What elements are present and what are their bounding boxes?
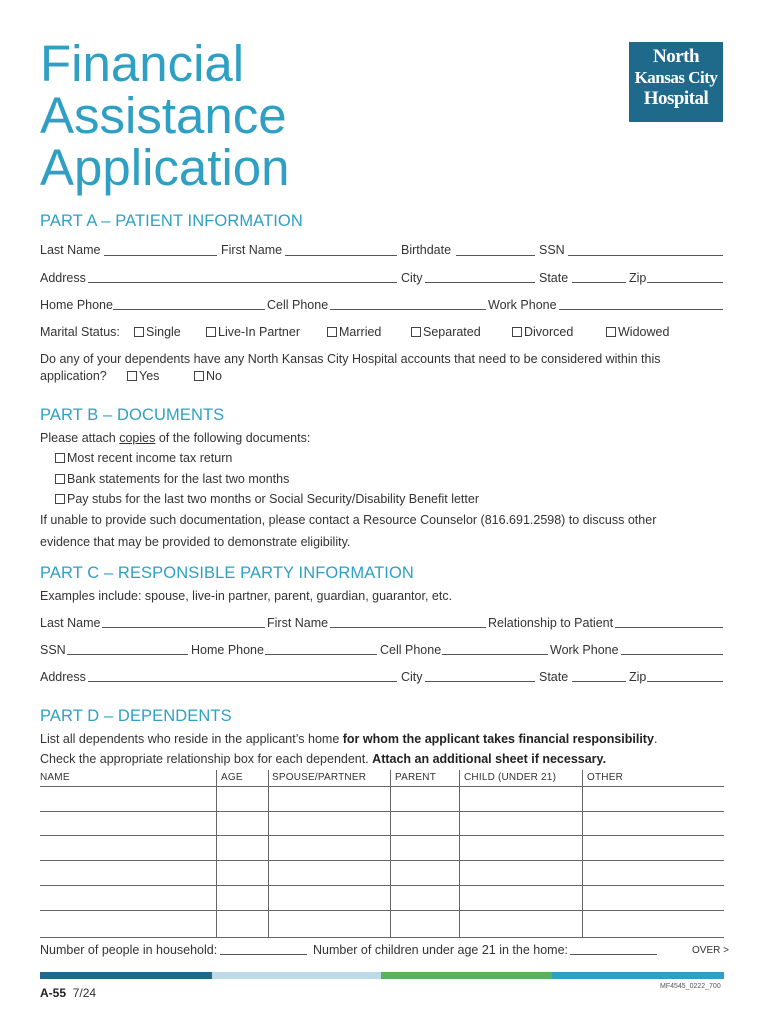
logo-line-2: Kansas City (634, 68, 718, 87)
part-b-heading: PART B – DOCUMENTS (40, 406, 225, 424)
title-line-3: Application (40, 139, 290, 196)
birthdate-label: Birthdate (401, 243, 452, 257)
grid-divider (216, 770, 217, 938)
rp-cell-phone-label: Cell Phone (380, 643, 442, 657)
home-phone-label: Home Phone (40, 298, 113, 312)
checkbox-icon[interactable] (606, 327, 616, 337)
grid-divider (268, 770, 269, 938)
document-title (40, 35, 290, 196)
logo-line-3: Hospital (643, 88, 709, 109)
table-row[interactable] (40, 860, 724, 861)
grid-divider (390, 770, 391, 938)
option-label: Live-In Partner (218, 325, 300, 339)
cell-phone-field[interactable] (330, 309, 486, 310)
checkbox-icon[interactable] (55, 494, 65, 504)
intro-text-end: of the following documents: (155, 431, 311, 445)
column-name: NAME (40, 772, 70, 783)
zip-label: Zip (629, 271, 647, 285)
grid-divider (582, 770, 583, 938)
hospital-logo (629, 42, 723, 122)
document-item-label: Bank statements for the last two months (67, 472, 290, 486)
option-label: Yes (139, 369, 160, 383)
rp-city-field[interactable] (425, 681, 535, 682)
table-row[interactable] (40, 835, 724, 836)
work-phone-field[interactable] (559, 309, 723, 310)
ssn-label: SSN (539, 243, 565, 257)
last-name-field[interactable] (104, 255, 217, 256)
checkbox-icon[interactable] (134, 327, 144, 337)
rp-state-field[interactable] (572, 681, 626, 682)
document-item-label: Most recent income tax return (67, 451, 233, 465)
option-label: No (206, 369, 222, 383)
table-row[interactable] (40, 811, 724, 812)
footer-bar-segment (552, 972, 724, 979)
title-line-2: Assistance (40, 87, 287, 144)
intro-underlined: copies (119, 431, 156, 445)
marital-option-live-in-partner[interactable] (206, 325, 300, 339)
instruction-text: Check the appropriate relationship box for each dependent. (40, 752, 373, 766)
footer-bar-segment (40, 972, 212, 979)
document-item[interactable] (55, 492, 479, 506)
intro-text: Please attach (40, 431, 120, 445)
dependents-question: Do any of your dependents have any North Kansas City Hospital accounts that need to be considered within this (40, 352, 661, 366)
home-phone-field[interactable] (113, 309, 265, 310)
instruction-bold: for whom the applicant takes financial responsibility (342, 732, 654, 746)
column-child: CHILD (UNDER 21) (464, 772, 557, 783)
column-age: AGE (221, 772, 243, 783)
table-row[interactable] (40, 910, 724, 911)
marital-option-divorced[interactable] (512, 325, 573, 339)
checkbox-icon[interactable] (55, 453, 65, 463)
rp-ssn-label: SSN (40, 643, 66, 657)
rp-state-label: State (539, 670, 569, 684)
part-d-heading: PART D – DEPENDENTS (40, 707, 232, 725)
footer-bar-segment (212, 972, 381, 979)
rp-first-name-label: First Name (267, 616, 329, 630)
dependents-question-cont: application? (40, 369, 107, 383)
marital-option-separated[interactable] (411, 325, 481, 339)
grid-divider (459, 770, 460, 938)
option-label: Single (146, 325, 181, 339)
rp-home-phone-label: Home Phone (191, 643, 264, 657)
marital-status-label: Marital Status: (40, 325, 120, 339)
state-field[interactable] (572, 282, 626, 283)
rp-relationship-label: Relationship to Patient (488, 616, 614, 630)
documents-note: If unable to provide such documentation, please contact a Resource Counselor (816.691.2598) to discuss other (40, 513, 657, 527)
dependents-instruction (40, 732, 657, 746)
rp-address-field[interactable] (88, 681, 397, 682)
children-count-label: Number of children under age 21 in the home: (313, 943, 569, 957)
ssn-field[interactable] (568, 255, 723, 256)
rp-cell-phone-field[interactable] (442, 654, 548, 655)
column-parent: PARENT (395, 772, 437, 783)
state-label: State (539, 271, 569, 285)
logo-line-1: North (652, 46, 700, 67)
part-a-heading: PART A – PATIENT INFORMATION (40, 212, 303, 230)
marital-option-single[interactable] (134, 325, 181, 339)
address-label: Address (40, 271, 86, 285)
rp-work-phone-field[interactable] (621, 654, 723, 655)
first-name-label: First Name (221, 243, 283, 257)
rp-address-label: Address (40, 670, 86, 684)
city-field[interactable] (425, 282, 535, 283)
rp-last-name-label: Last Name (40, 616, 101, 630)
household-count-field[interactable] (220, 954, 307, 955)
over-indicator: OVER > (692, 945, 729, 956)
dependents-yes-option[interactable] (127, 369, 159, 383)
first-name-field[interactable] (285, 255, 397, 256)
rp-city-label: City (401, 670, 423, 684)
column-spouse-partner: SPOUSE/PARTNER (272, 772, 367, 783)
checkbox-icon[interactable] (55, 474, 65, 484)
address-field[interactable] (88, 282, 397, 283)
marital-option-married[interactable] (327, 325, 381, 339)
checkbox-icon[interactable] (411, 327, 421, 337)
part-c-heading: PART C – RESPONSIBLE PARTY INFORMATION (40, 564, 414, 582)
children-count-field[interactable] (570, 954, 657, 955)
document-item[interactable] (55, 472, 289, 486)
dependents-instruction-2 (40, 752, 606, 766)
rp-ssn-field[interactable] (67, 654, 188, 655)
rp-relationship-field[interactable] (615, 627, 723, 628)
documents-intro (40, 431, 310, 445)
checkbox-icon[interactable] (512, 327, 522, 337)
zip-field[interactable] (647, 282, 723, 283)
rp-last-name-field[interactable] (102, 627, 265, 628)
responsible-party-examples: Examples include: spouse, live-in partner, parent, guardian, guarantor, etc. (40, 589, 453, 603)
document-item[interactable] (55, 451, 232, 465)
rp-zip-field[interactable] (647, 681, 723, 682)
instruction-bold: Attach an additional sheet if necessary. (372, 752, 607, 766)
option-label: Widowed (618, 325, 670, 339)
city-label: City (401, 271, 423, 285)
document-item-label: Pay stubs for the last two months or Social Security/Disability Benefit letter (67, 492, 479, 506)
title-line-1: Financial (40, 35, 245, 92)
work-phone-label: Work Phone (488, 298, 557, 312)
birthdate-field[interactable] (456, 255, 535, 256)
cell-phone-label: Cell Phone (267, 298, 329, 312)
option-label: Married (339, 325, 382, 339)
last-name-label: Last Name (40, 243, 101, 257)
marital-option-widowed[interactable] (606, 325, 669, 339)
checkbox-icon[interactable] (327, 327, 337, 337)
checkbox-icon[interactable] (206, 327, 216, 337)
form-date: 7/24 (72, 986, 97, 1000)
form-code-number: A-55 (40, 986, 67, 1000)
rp-home-phone-field[interactable] (265, 654, 377, 655)
option-label: Divorced (524, 325, 574, 339)
form-code (40, 986, 96, 1000)
print-code: MF4545_0222_700 (660, 983, 721, 990)
option-label: Separated (423, 325, 481, 339)
rp-work-phone-label: Work Phone (550, 643, 619, 657)
instruction-text: List all dependents who reside in the applicant’s home (40, 732, 343, 746)
table-row[interactable] (40, 786, 724, 787)
rp-zip-label: Zip (629, 670, 647, 684)
table-row[interactable] (40, 885, 724, 886)
footer-bar-segment (381, 972, 552, 979)
column-other: OTHER (587, 772, 623, 783)
table-row[interactable] (40, 937, 724, 938)
rp-first-name-field[interactable] (330, 627, 486, 628)
checkbox-icon[interactable] (194, 371, 204, 381)
documents-note-cont: evidence that may be provided to demonstrate eligibility. (40, 535, 351, 549)
dependents-no-option[interactable] (194, 369, 222, 383)
instruction-end: . (653, 732, 658, 746)
checkbox-icon[interactable] (127, 371, 137, 381)
household-count-label: Number of people in household: (40, 943, 218, 957)
